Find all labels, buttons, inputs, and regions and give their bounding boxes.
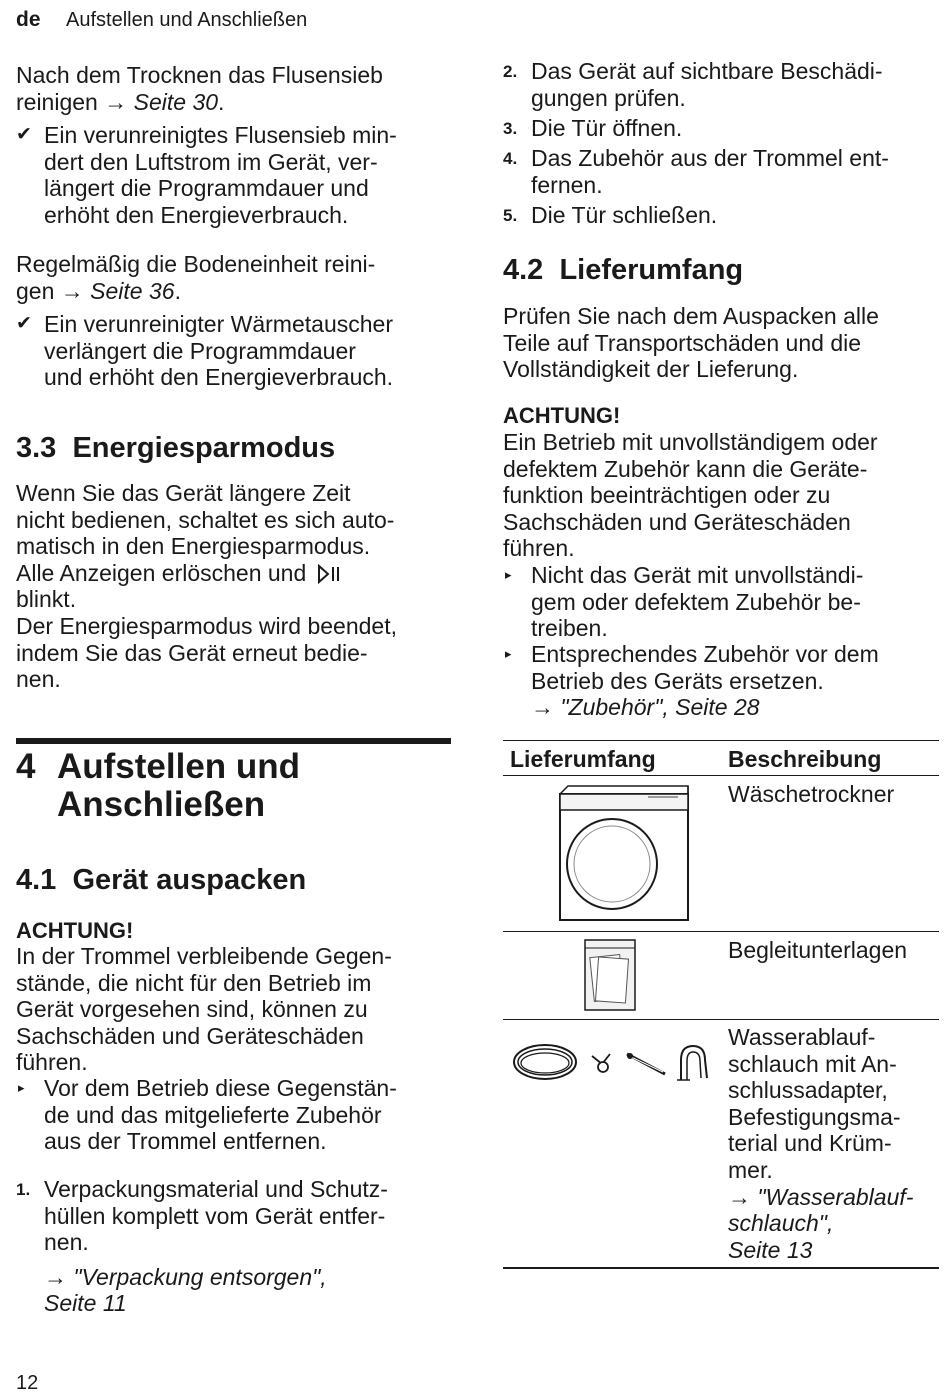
paragraph-clean-base-unit: Regelmäßig die Bodeneinheit reini- gen → Seite 36. <box>16 251 376 304</box>
paragraph-clean-lint-filter: Nach dem Trocknen das Flusensieb reinigen → Seite 30. <box>16 62 383 115</box>
step-5: 5. Die Tür schließen. <box>503 202 718 228</box>
drain-hose-icon <box>511 1040 579 1086</box>
row-description: Wasserablauf- schlauch mit An- schlussadapter, Befestigungsma- terial und Krüm- mer. → "Wasserablauf- schlauch", Seite 13 <box>728 1024 914 1263</box>
chapter-rule <box>16 738 451 744</box>
page-reference-link[interactable]: "Wasserablauf- <box>751 1183 914 1210</box>
row-description: Wäschetrockner <box>728 781 895 807</box>
warning-label: ACHTUNG! <box>16 918 134 943</box>
bullet-triangle-icon: ▸ <box>18 1080 25 1095</box>
table-row-rule <box>503 931 939 932</box>
running-header-title: Aufstellen und Anschließen <box>66 9 308 31</box>
arrow-icon: → <box>728 1183 751 1210</box>
bullet-triangle-icon: ▸ <box>505 646 512 661</box>
table-row-rule <box>503 1019 939 1020</box>
paragraph-check-delivery: Prüfen Sie nach dem Auspacken alle Teile auf Transportschäden und die Vollständigkeit der Lieferung. <box>503 303 879 383</box>
step-3: 3. Die Tür öffnen. <box>503 115 683 141</box>
result-note-heat-exchanger: ✔ Ein verunreinigter Wärmetauscher verlängert die Programmdauer und erhöht den Energieverbrauch. <box>16 311 394 391</box>
table-header-description: Beschreibung <box>728 746 882 772</box>
arrow-icon: → <box>531 694 554 721</box>
connection-adapter-icon <box>589 1050 615 1076</box>
bullet-remove-items: ▸ Vor dem Betrieb diese Gegenstän- de und das mitgelieferte Zubehör aus der Trommel entfernen. <box>18 1075 397 1155</box>
cable-tie-icon <box>625 1050 667 1078</box>
step-2: 2. Das Gerät auf sichtbare Beschädi- gungen prüfen. <box>503 58 883 111</box>
hose-bend-icon <box>673 1040 713 1084</box>
bullet-do-not-operate: ▸ Nicht das Gerät mit unvollständi- gem oder defektem Zubehör be- treiben. <box>505 562 864 642</box>
checkmark-icon: ✔ <box>16 124 32 145</box>
table-bottom-rule <box>503 1267 939 1269</box>
section-heading-3-3: 3.3 Energiesparmodus <box>16 432 336 464</box>
paragraph-energy-saving: Wenn Sie das Gerät längere Zeit nicht bedienen, schaltet es sich auto- matisch in den Energiesparmodus. Alle Anzeigen erlöschen und blinkt. Der Energiesparmodus wird beendet, indem Sie das Gerät erneut bedie- nen. <box>16 480 397 693</box>
section-heading-4-1: 4.1 Gerät auspacken <box>16 864 307 896</box>
step-1: 1. Verpackungsmaterial und Schutz- hüllen komplett vom Gerät entfer- nen. → "Verpackung entsorgen", Seite 11 <box>16 1176 388 1317</box>
checkmark-icon: ✔ <box>16 313 32 334</box>
dryer-icon <box>558 784 692 922</box>
bullet-triangle-icon: ▸ <box>505 567 512 582</box>
arrow-icon: → <box>44 1263 67 1290</box>
page-reference-link[interactable]: Seite 36 <box>90 277 175 304</box>
page-reference-link[interactable]: "Verpackung entsorgen", <box>67 1263 327 1290</box>
page-reference-link[interactable]: Seite 30 <box>133 88 219 115</box>
language-code: de <box>16 8 41 31</box>
arrow-icon: → <box>60 277 84 304</box>
result-note-lint-filter: ✔ Ein verunreinigtes Flusensieb min- dert den Luftstrom im Gerät, ver- längert die Programmdauer und erhöht den Energieverbrauch. <box>16 122 397 228</box>
table-header-rule <box>503 775 939 776</box>
section-heading-4-2: 4.2 Lieferumfang <box>503 254 744 286</box>
step-4: 4. Das Zubehör aus der Trommel ent- fernen. <box>503 145 889 198</box>
row-description: Begleitunterlagen <box>728 937 908 963</box>
arrow-icon: → <box>104 88 128 115</box>
table-top-rule <box>503 740 939 741</box>
warning-label: ACHTUNG! <box>503 403 621 428</box>
warning-text: Ein Betrieb mit unvollständigem oder defektem Zubehör kann die Geräte- funktion beeinträchtigen oder zu Sachschäden und Geräteschäden führen. <box>503 429 878 562</box>
page-reference-link[interactable]: "Zubehör", Seite 28 <box>554 694 760 721</box>
bullet-replace-accessories: ▸ Entsprechendes Zubehör vor dem Betrieb des Geräts ersetzen. → "Zubehör", Seite 28 <box>505 641 879 721</box>
play-pause-icon <box>317 564 341 584</box>
warning-text: In der Trommel verbleibende Gegen- stände, die nicht für den Betrieb im Gerät vorgesehen sind, können zu Sachschäden und Geräteschäden führen. <box>16 943 392 1076</box>
page-number: 12 <box>16 1372 39 1394</box>
table-header-scope: Lieferumfang <box>510 746 656 772</box>
documents-icon <box>583 938 637 1012</box>
